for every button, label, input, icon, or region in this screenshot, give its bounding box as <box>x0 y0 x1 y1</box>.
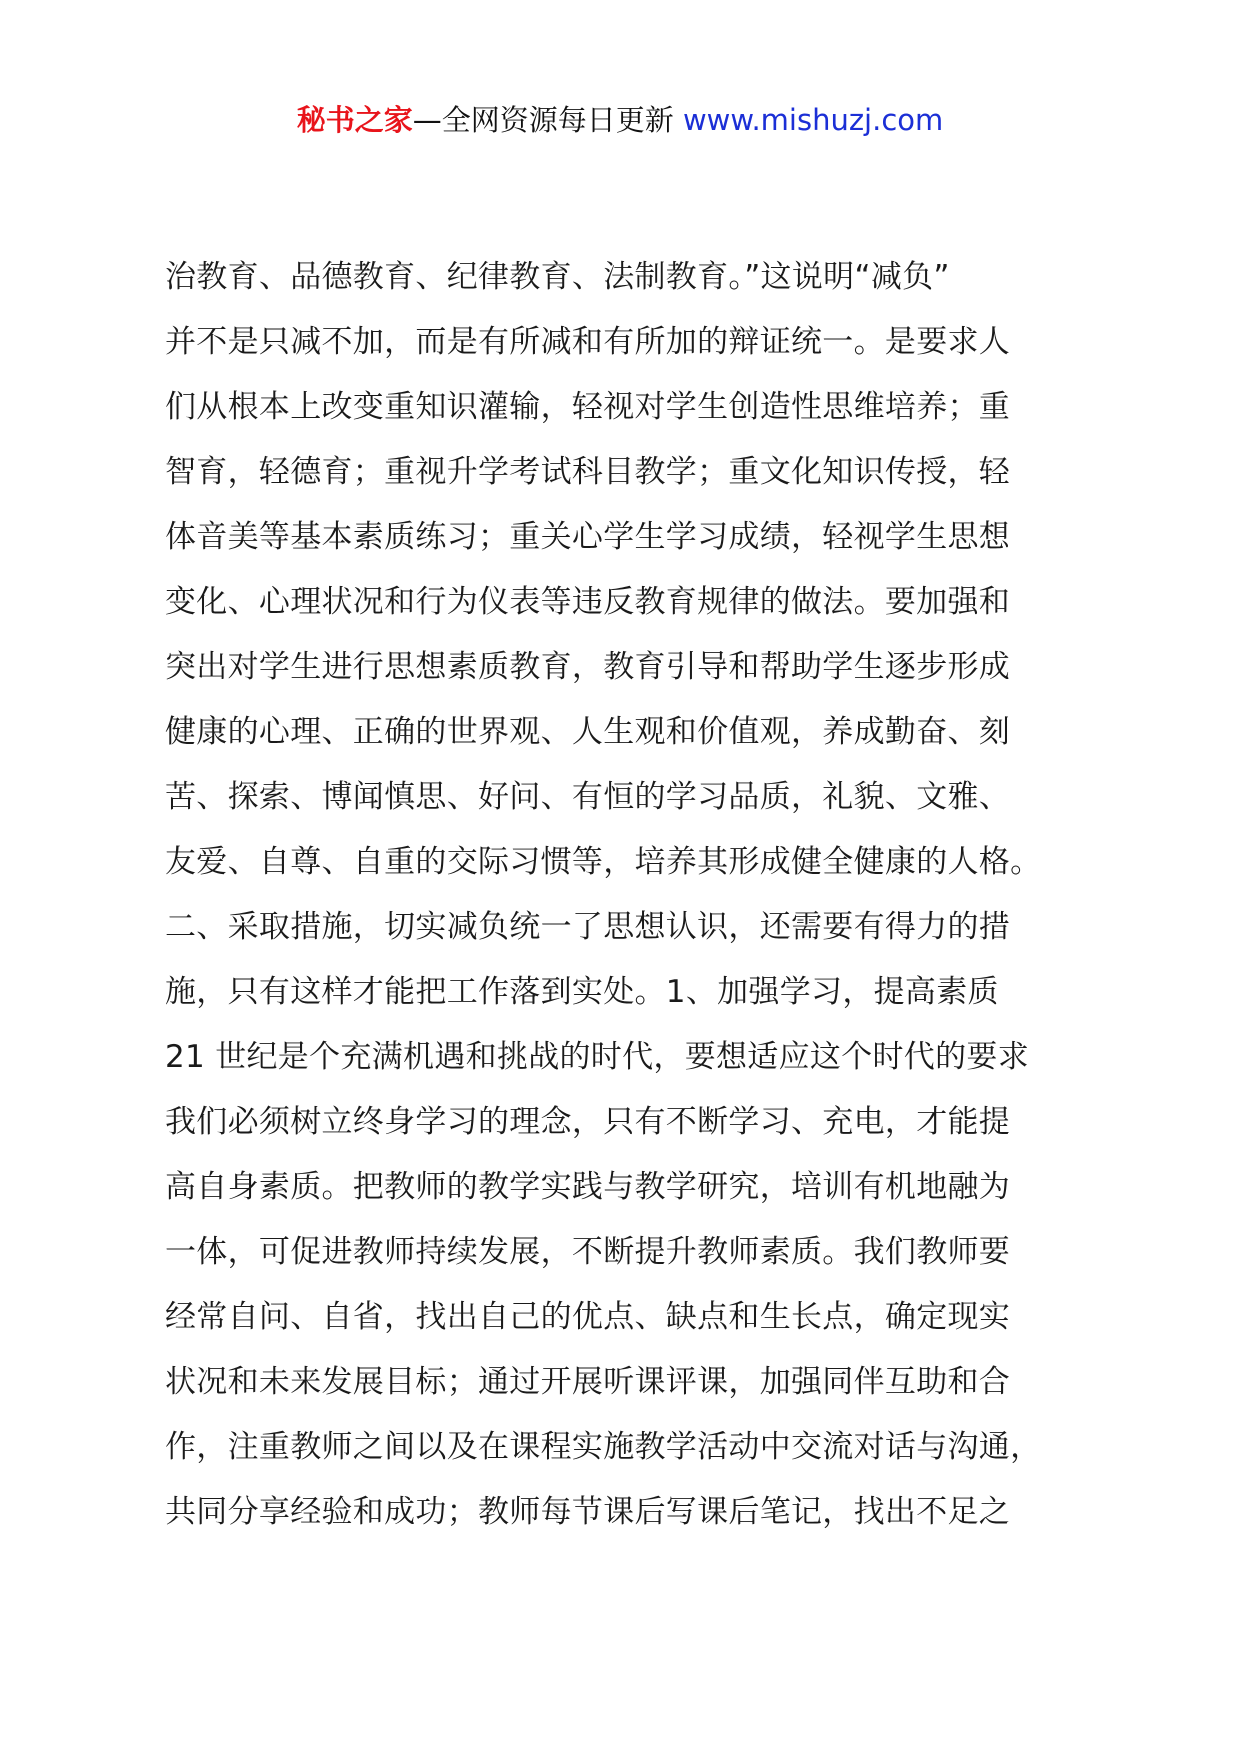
text-line: 共同分享经验和成功；教师每节课后写课后笔记，找出不足之 <box>165 1494 1011 1530</box>
text-line: 二、采取措施，切实减负统一了思想认识，还需要有得力的措 <box>165 909 1011 945</box>
text-line: 21 世纪是个充满机遇和挑战的时代，要想适应这个时代的要求 <box>165 1039 1029 1075</box>
text-line: 高自身素质。把教师的教学实践与教学研究，培训有机地融为 <box>165 1169 1011 1205</box>
text-line: 状况和未来发展目标；通过开展听课评课，加强同伴互助和合 <box>165 1364 1011 1400</box>
text-line: 我们必须树立终身学习的理念，只有不断学习、充电，才能提 <box>165 1104 1011 1140</box>
text-line: 并不是只减不加，而是有所减和有所加的辩证统一。是要求人 <box>165 324 1011 360</box>
text-line: 治教育、品德教育、纪律教育、法制教育。”这说明“减负” <box>165 259 950 295</box>
text-line: 健康的心理、正确的世界观、人生观和价值观，养成勤奋、刻 <box>165 714 1011 750</box>
text-line: 苦、探索、博闻慎思、好问、有恒的学习品质，礼貌、文雅、 <box>165 779 1011 815</box>
text-line: 施，只有这样才能把工作落到实处。1、加强学习，提高素质 <box>165 974 999 1010</box>
text-line: 经常自问、自省，找出自己的优点、缺点和生长点，确定现实 <box>165 1299 1011 1335</box>
body-text <box>165 245 1125 1545</box>
brand-name: 秘书之家 <box>296 103 413 137</box>
page-header <box>0 100 1240 140</box>
header-tagline: —全网资源每日更新 <box>412 103 674 137</box>
text-line: 一体，可促进教师持续发展，不断提升教师素质。我们教师要 <box>165 1234 1011 1270</box>
text-line: 智育，轻德育；重视升学考试科目教学；重文化知识传授，轻 <box>165 454 1011 490</box>
text-line: 友爱、自尊、自重的交际习惯等，培养其形成健全健康的人格。 <box>165 844 1042 880</box>
text-line: 作，注重教师之间以及在课程实施教学活动中交流对话与沟通， <box>165 1429 1042 1465</box>
text-line: 变化、心理状况和行为仪表等违反教育规律的做法。要加强和 <box>165 584 1011 620</box>
site-url[interactable]: www.mishuzj.com <box>682 103 944 137</box>
text-line: 们从根本上改变重知识灌输，轻视对学生创造性思维培养；重 <box>165 389 1011 425</box>
text-line: 体音美等基本素质练习；重关心学生学习成绩，轻视学生思想 <box>165 519 1011 555</box>
text-line: 突出对学生进行思想素质教育，教育引导和帮助学生逐步形成 <box>165 649 1011 685</box>
